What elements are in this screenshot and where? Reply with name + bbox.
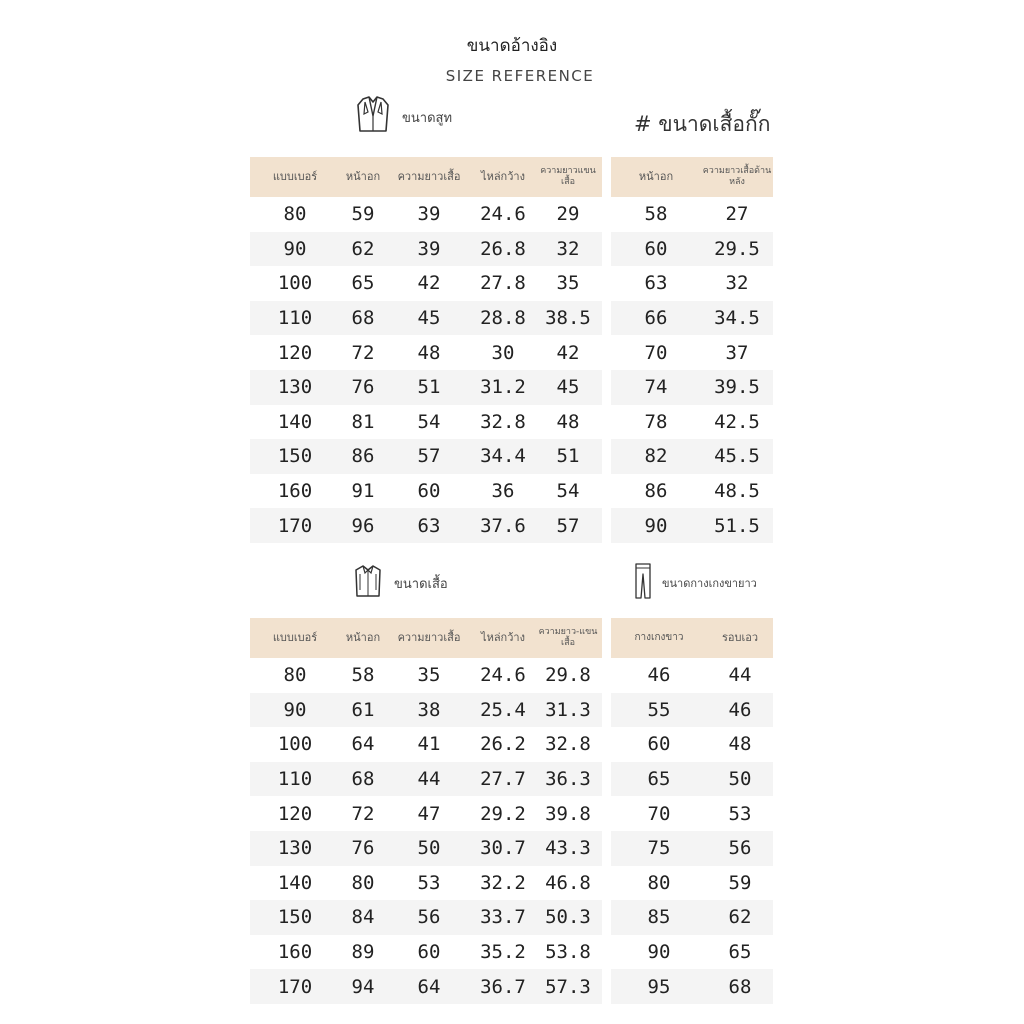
table-cell: 45.5	[714, 445, 760, 468]
table-cell: 46	[728, 698, 752, 721]
table-cell: 81	[351, 410, 375, 433]
table-row	[611, 439, 773, 474]
vest-table-body	[611, 197, 773, 543]
table-row	[611, 266, 773, 301]
column-header: หน้าอก	[345, 631, 381, 645]
table-cell: 53	[417, 871, 441, 894]
table-cell: 35	[417, 664, 441, 687]
table-cell: 47	[417, 802, 441, 825]
table-cell: 36	[491, 480, 515, 503]
table-cell: 170	[277, 514, 313, 537]
table-cell: 80	[647, 871, 671, 894]
table-cell: 63	[644, 272, 668, 295]
table-cell: 78	[644, 410, 668, 433]
table-cell: 74	[644, 376, 668, 399]
table-row	[250, 866, 602, 901]
table-row	[611, 370, 773, 405]
table-cell: 31.3	[545, 698, 591, 721]
suit-section-label	[356, 96, 452, 138]
table-cell: 65	[647, 768, 671, 791]
table-cell: 51	[417, 376, 441, 399]
table-cell: 32.8	[480, 410, 526, 433]
table-cell: 30	[491, 341, 515, 364]
table-cell: 60	[417, 941, 441, 964]
table-cell: 24.6	[480, 664, 526, 687]
table-cell: 30.7	[480, 837, 526, 860]
table-cell: 60	[417, 480, 441, 503]
table-row	[250, 335, 602, 370]
table-cell: 24.6	[480, 203, 526, 226]
table-row	[250, 935, 602, 970]
table-cell: 56	[728, 837, 752, 860]
column-header: ความยาว-แขนเสื้อ	[538, 627, 598, 648]
page-title: ขนาดอ้างอิง	[466, 36, 558, 56]
pants-section-label	[634, 562, 757, 603]
table-cell: 42	[556, 341, 580, 364]
shirt-icon	[354, 564, 382, 602]
table-cell: 50.3	[545, 906, 591, 929]
table-row	[611, 197, 773, 232]
suit-jacket-icon	[356, 96, 390, 138]
table-cell: 36.7	[480, 975, 526, 998]
table-cell: 64	[351, 733, 375, 756]
table-row	[250, 796, 602, 831]
table-cell: 59	[351, 203, 375, 226]
table-cell: 72	[351, 802, 375, 825]
table-cell: 100	[277, 733, 313, 756]
pants-table-header	[611, 618, 773, 658]
table-cell: 62	[728, 906, 752, 929]
table-row	[611, 508, 773, 543]
table-cell: 57	[556, 514, 580, 537]
suit-size-table	[250, 157, 602, 543]
table-cell: 29.2	[480, 802, 526, 825]
table-row	[250, 301, 602, 336]
column-header: ความยาวแขนเสื้อ	[540, 166, 596, 187]
shirt-label: ขนาดเสื้อ	[394, 576, 448, 592]
table-cell: 32.8	[545, 733, 591, 756]
table-cell: 56	[417, 906, 441, 929]
table-row	[611, 935, 773, 970]
table-row	[250, 658, 602, 693]
table-row	[611, 693, 773, 728]
table-row	[250, 474, 602, 509]
table-cell: 50	[728, 768, 752, 791]
table-row	[611, 405, 773, 440]
table-cell: 39	[417, 203, 441, 226]
table-cell: 90	[644, 514, 668, 537]
column-header: ไหล่กว้าง	[481, 170, 525, 184]
table-cell: 42	[417, 272, 441, 295]
table-cell: 29.8	[545, 664, 591, 687]
table-cell: 34.5	[714, 307, 760, 330]
column-header: ความยาวเสื้อด้านหลัง	[702, 166, 772, 187]
table-cell: 110	[277, 307, 313, 330]
table-cell: 60	[644, 237, 668, 260]
table-row	[250, 508, 602, 543]
table-cell: 61	[351, 698, 375, 721]
table-cell: 68	[728, 975, 752, 998]
table-row	[611, 301, 773, 336]
table-cell: 150	[277, 445, 313, 468]
shirt-section-label	[354, 564, 448, 602]
table-cell: 120	[277, 341, 313, 364]
table-cell: 45	[417, 307, 441, 330]
table-cell: 29.5	[714, 237, 760, 260]
table-cell: 90	[283, 237, 307, 260]
table-cell: 80	[283, 664, 307, 687]
table-cell: 38	[417, 698, 441, 721]
table-cell: 39	[417, 237, 441, 260]
table-cell: 100	[277, 272, 313, 295]
table-cell: 36.3	[545, 768, 591, 791]
table-cell: 27.7	[480, 768, 526, 791]
column-header: หน้าอก	[345, 170, 381, 184]
table-cell: 32	[725, 272, 749, 295]
table-cell: 130	[277, 837, 313, 860]
table-cell: 110	[277, 768, 313, 791]
table-row	[250, 969, 602, 1004]
table-cell: 53.8	[545, 941, 591, 964]
table-cell: 51.5	[714, 514, 760, 537]
pants-label: ขนาดกางเกงขายาว	[662, 576, 757, 590]
table-cell: 53	[728, 802, 752, 825]
table-cell: 39.5	[714, 376, 760, 399]
table-row	[611, 969, 773, 1004]
table-cell: 46	[647, 664, 671, 687]
table-cell: 70	[647, 802, 671, 825]
table-cell: 120	[277, 802, 313, 825]
table-cell: 95	[647, 975, 671, 998]
column-header: แบบเบอร์	[272, 170, 318, 184]
table-row	[611, 232, 773, 267]
vest-label: # ขนาดเสื้อกั๊ก	[634, 112, 771, 136]
table-row	[250, 900, 602, 935]
table-cell: 91	[351, 480, 375, 503]
table-row	[250, 405, 602, 440]
table-cell: 31.2	[480, 376, 526, 399]
table-cell: 130	[277, 376, 313, 399]
suit-table-body	[250, 197, 602, 543]
pants-icon	[634, 562, 652, 603]
table-cell: 75	[647, 837, 671, 860]
table-cell: 70	[644, 341, 668, 364]
table-cell: 54	[556, 480, 580, 503]
table-row	[250, 197, 602, 232]
table-cell: 89	[351, 941, 375, 964]
table-row	[611, 831, 773, 866]
table-cell: 94	[351, 975, 375, 998]
table-cell: 48	[728, 733, 752, 756]
table-row	[611, 335, 773, 370]
vest-table-header	[611, 157, 773, 197]
table-cell: 82	[644, 445, 668, 468]
column-header: ไหล่กว้าง	[481, 631, 525, 645]
table-cell: 38.5	[545, 307, 591, 330]
table-cell: 80	[351, 871, 375, 894]
table-cell: 33.7	[480, 906, 526, 929]
column-header: รอบเอว	[721, 631, 759, 645]
vest-size-table	[611, 157, 773, 543]
table-cell: 96	[351, 514, 375, 537]
table-cell: 37	[725, 341, 749, 364]
table-cell: 80	[283, 203, 307, 226]
table-cell: 58	[351, 664, 375, 687]
shirt-table-body	[250, 658, 602, 1004]
table-cell: 50	[417, 837, 441, 860]
table-cell: 27.8	[480, 272, 526, 295]
table-cell: 65	[728, 941, 752, 964]
table-cell: 51	[556, 445, 580, 468]
column-header: ความยาวเสื้อ	[397, 631, 461, 645]
table-row	[611, 900, 773, 935]
table-row	[611, 866, 773, 901]
table-cell: 29	[556, 203, 580, 226]
table-row	[611, 658, 773, 693]
table-cell: 65	[351, 272, 375, 295]
column-header: แบบเบอร์	[272, 631, 318, 645]
table-cell: 54	[417, 410, 441, 433]
table-cell: 62	[351, 237, 375, 260]
table-cell: 41	[417, 733, 441, 756]
table-cell: 26.2	[480, 733, 526, 756]
table-row	[250, 831, 602, 866]
table-cell: 28.8	[480, 307, 526, 330]
table-cell: 48.5	[714, 480, 760, 503]
table-cell: 59	[728, 871, 752, 894]
pants-table-body	[611, 658, 773, 1004]
table-row	[250, 370, 602, 405]
table-cell: 170	[277, 975, 313, 998]
column-header: หน้าอก	[638, 170, 674, 184]
table-cell: 26.8	[480, 237, 526, 260]
table-cell: 76	[351, 837, 375, 860]
page-subtitle: SIZE REFERENCE	[445, 67, 595, 85]
table-cell: 84	[351, 906, 375, 929]
table-cell: 27	[725, 203, 749, 226]
table-cell: 160	[277, 480, 313, 503]
table-cell: 46.8	[545, 871, 591, 894]
pants-size-table	[611, 618, 773, 1004]
table-row	[250, 762, 602, 797]
table-cell: 90	[647, 941, 671, 964]
table-row	[611, 762, 773, 797]
table-cell: 58	[644, 203, 668, 226]
table-cell: 35	[556, 272, 580, 295]
table-cell: 160	[277, 941, 313, 964]
table-cell: 86	[351, 445, 375, 468]
table-cell: 63	[417, 514, 441, 537]
table-cell: 90	[283, 698, 307, 721]
table-row	[250, 727, 602, 762]
table-cell: 43.3	[545, 837, 591, 860]
table-row	[611, 474, 773, 509]
table-cell: 35.2	[480, 941, 526, 964]
table-row	[250, 439, 602, 474]
table-cell: 44	[417, 768, 441, 791]
column-header: ความยาวเสื้อ	[397, 170, 461, 184]
table-cell: 39.8	[545, 802, 591, 825]
table-cell: 140	[277, 871, 313, 894]
table-cell: 55	[647, 698, 671, 721]
table-cell: 45	[556, 376, 580, 399]
table-cell: 72	[351, 341, 375, 364]
table-row	[250, 693, 602, 728]
suit-table-header	[250, 157, 602, 197]
table-cell: 48	[417, 341, 441, 364]
shirt-size-table	[250, 618, 602, 1004]
table-cell: 60	[647, 733, 671, 756]
table-row	[611, 727, 773, 762]
table-cell: 140	[277, 410, 313, 433]
table-cell: 68	[351, 307, 375, 330]
table-cell: 44	[728, 664, 752, 687]
table-row	[611, 796, 773, 831]
vest-section-label	[634, 108, 770, 141]
table-cell: 34.4	[480, 445, 526, 468]
table-cell: 57.3	[545, 975, 591, 998]
suit-label: ขนาดสูท	[402, 110, 453, 126]
table-row	[250, 232, 602, 267]
table-cell: 37.6	[480, 514, 526, 537]
table-cell: 66	[644, 307, 668, 330]
table-cell: 68	[351, 768, 375, 791]
table-cell: 85	[647, 906, 671, 929]
shirt-table-header	[250, 618, 602, 658]
table-row	[250, 266, 602, 301]
table-cell: 76	[351, 376, 375, 399]
table-cell: 32	[556, 237, 580, 260]
table-cell: 32.2	[480, 871, 526, 894]
table-cell: 57	[417, 445, 441, 468]
table-cell: 64	[417, 975, 441, 998]
table-cell: 86	[644, 480, 668, 503]
table-cell: 150	[277, 906, 313, 929]
table-cell: 48	[556, 410, 580, 433]
table-cell: 25.4	[480, 698, 526, 721]
table-cell: 42.5	[714, 410, 760, 433]
column-header: กางเกงขาว	[634, 632, 684, 643]
